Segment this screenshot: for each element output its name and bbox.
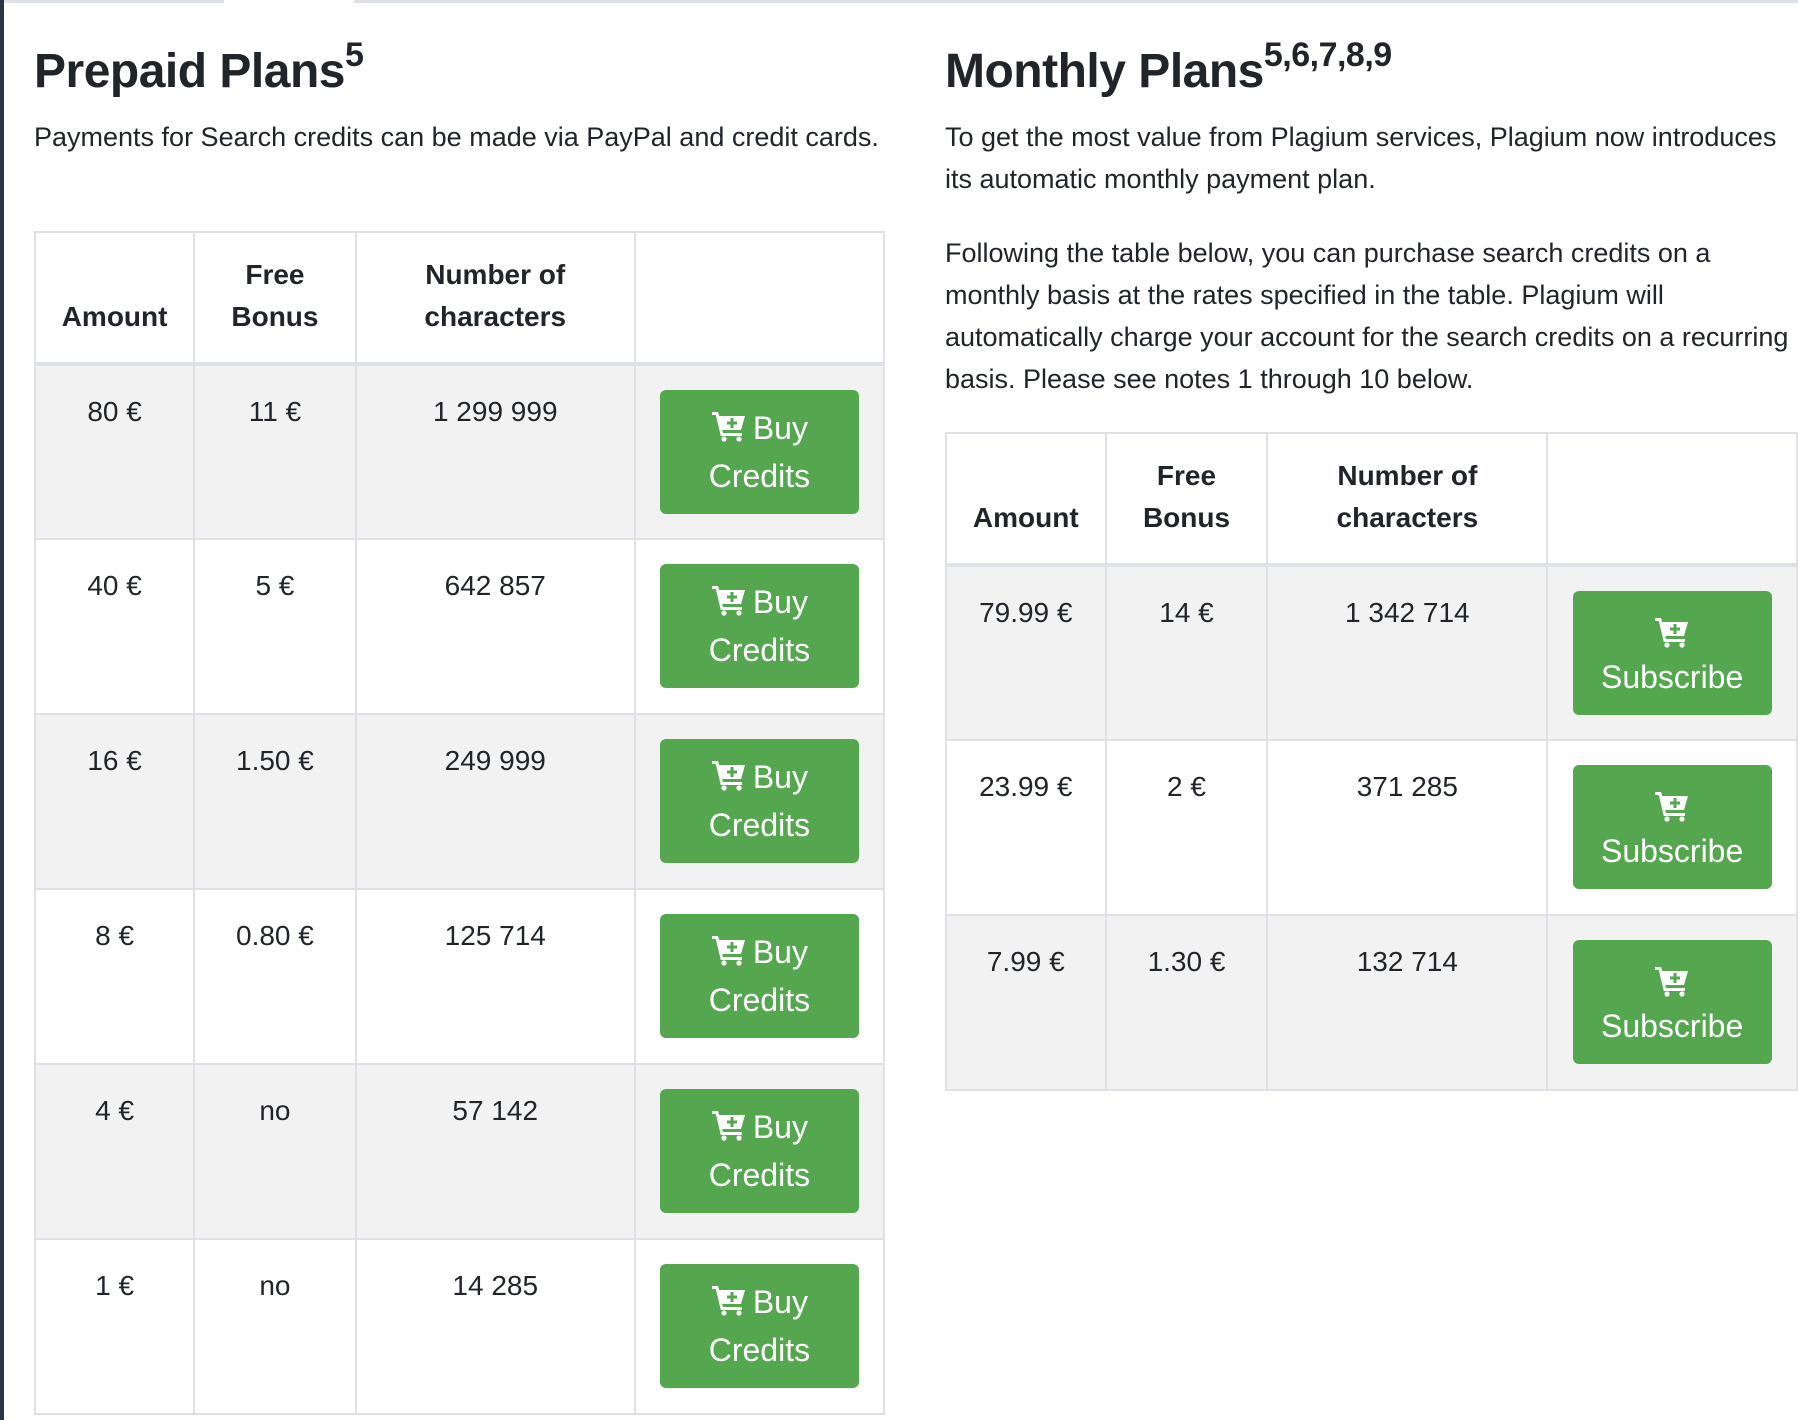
- icon-line: [1577, 954, 1768, 1002]
- table-row: [946, 915, 1797, 1090]
- header-number-of-label: Number of: [425, 259, 566, 290]
- credits-label: Credits: [708, 1157, 811, 1193]
- subscribe-label: Subscribe: [1600, 659, 1744, 695]
- table-row: [35, 364, 884, 539]
- action-cell: [635, 714, 884, 889]
- buy-credits-button[interactable]: [660, 1089, 859, 1213]
- header-number-of-characters: [356, 232, 635, 364]
- cart-plus-icon: [711, 759, 747, 791]
- action-cell: [1547, 915, 1797, 1090]
- subscribe-button[interactable]: [1573, 765, 1772, 889]
- table-row: [35, 1064, 884, 1239]
- prepaid-plans-title: [34, 38, 363, 106]
- bonus-cell: 11 €: [194, 364, 355, 539]
- buy-label: Buy: [752, 759, 808, 795]
- header-characters-label: characters: [424, 301, 567, 332]
- characters-cell: 132 714: [1267, 915, 1547, 1090]
- bonus-cell: 1.30 €: [1106, 915, 1268, 1090]
- cart-plus-icon: [711, 410, 747, 442]
- monthly-intro: To get the most value from Plagium services, Plagium now introduces its automatic monthly payment plan.: [945, 122, 1777, 194]
- bonus-cell: 5 €: [194, 539, 355, 714]
- monthly-plans-title: [945, 38, 1392, 106]
- bonus-cell: no: [194, 1064, 355, 1239]
- subscribe-button[interactable]: [1573, 591, 1772, 715]
- header-action: [1547, 433, 1797, 565]
- monthly-details: Following the table below, you can purchase search credits on a monthly basis at the rates specified in the table. Plagium will automatically charge your account for the search credits on a recurring basis. Please see notes 1 through 10 below.: [945, 238, 1789, 394]
- credits-label: Credits: [708, 632, 811, 668]
- characters-cell: 371 285: [1267, 740, 1547, 915]
- amount-cell: 23.99 €: [946, 740, 1106, 915]
- header-number-of-label: Number of: [1337, 460, 1478, 491]
- header-action: [635, 232, 884, 364]
- monthly-plans-table: [945, 432, 1798, 1091]
- monthly-title-footnotes: 5,6,7,8,9: [1263, 36, 1392, 74]
- icon-line: [1577, 779, 1768, 827]
- header-free-bonus: [194, 232, 355, 364]
- characters-cell: 1 299 999: [356, 364, 635, 539]
- buy-label: Buy: [752, 1284, 808, 1320]
- header-free-label: Free: [245, 259, 305, 290]
- credits-label: Credits: [708, 982, 811, 1018]
- subscribe-button[interactable]: [1573, 940, 1772, 1064]
- characters-cell: 642 857: [356, 539, 635, 714]
- amount-cell: 80 €: [35, 364, 194, 539]
- header-free-bonus: [1106, 433, 1268, 565]
- bonus-cell: 0.80 €: [194, 889, 355, 1064]
- amount-cell: 16 €: [35, 714, 194, 889]
- amount-cell: 8 €: [35, 889, 194, 1064]
- header-amount-label: Amount: [972, 502, 1079, 533]
- header-number-of-characters: [1267, 433, 1547, 565]
- amount-cell: 4 €: [35, 1064, 194, 1239]
- monthly-title-text: Monthly Plans: [945, 45, 1264, 98]
- header-bonus-label: Bonus: [231, 301, 319, 332]
- action-cell: [1547, 565, 1797, 740]
- subscribe-label: Subscribe: [1600, 833, 1744, 869]
- header-amount: [35, 232, 194, 364]
- buy-label: Buy: [752, 934, 808, 970]
- action-cell: [635, 539, 884, 714]
- prepaid-plans-table: [34, 231, 885, 1415]
- amount-cell: 79.99 €: [946, 565, 1106, 740]
- subscribe-label: Subscribe: [1600, 1008, 1744, 1044]
- prepaid-title-text: Prepaid Plans: [34, 45, 345, 98]
- table-row: [946, 740, 1797, 915]
- buy-credits-button[interactable]: [660, 739, 859, 863]
- bonus-cell: 14 €: [1106, 565, 1268, 740]
- action-cell: [635, 889, 884, 1064]
- bonus-cell: 1.50 €: [194, 714, 355, 889]
- table-row: [946, 565, 1797, 740]
- amount-cell: 1 €: [35, 1239, 194, 1414]
- header-amount: [946, 433, 1106, 565]
- header-amount-label: Amount: [61, 301, 168, 332]
- table-row: [35, 1239, 884, 1414]
- bonus-cell: no: [194, 1239, 355, 1414]
- table-row: [35, 889, 884, 1064]
- buy-credits-button[interactable]: [660, 390, 859, 514]
- prepaid-title-footnote: 5: [344, 36, 364, 74]
- window-edge: [0, 0, 4, 1420]
- buy-label: Buy: [752, 1109, 808, 1145]
- cart-plus-icon: [711, 934, 747, 966]
- credits-label: Credits: [708, 807, 811, 843]
- header-free-label: Free: [1156, 460, 1217, 491]
- credits-label: Credits: [708, 458, 811, 494]
- table-header-row: [946, 433, 1797, 565]
- header-characters-label: characters: [1336, 502, 1479, 533]
- buy-label: Buy: [752, 410, 808, 446]
- cart-plus-icon: [1654, 616, 1690, 648]
- cart-plus-icon: [1654, 790, 1690, 822]
- bonus-cell: 2 €: [1106, 740, 1268, 915]
- characters-cell: 249 999: [356, 714, 635, 889]
- buy-credits-button[interactable]: [660, 914, 859, 1038]
- tab-strip-edge: [4, 0, 1798, 3]
- table-header-row: [35, 232, 884, 364]
- characters-cell: 14 285: [356, 1239, 635, 1414]
- table-row: [35, 539, 884, 714]
- characters-cell: 57 142: [356, 1064, 635, 1239]
- amount-cell: 7.99 €: [946, 915, 1106, 1090]
- table-row: [35, 714, 884, 889]
- prepaid-intro: Payments for Search credits can be made via PayPal and credit cards.: [34, 122, 879, 152]
- characters-cell: 125 714: [356, 889, 635, 1064]
- buy-credits-button[interactable]: [660, 1264, 859, 1388]
- action-cell: [635, 1239, 884, 1414]
- action-cell: [635, 1064, 884, 1239]
- cart-plus-icon: [711, 584, 747, 616]
- action-cell: [635, 364, 884, 539]
- action-cell: [1547, 740, 1797, 915]
- characters-cell: 1 342 714: [1267, 565, 1547, 740]
- amount-cell: 40 €: [35, 539, 194, 714]
- icon-line: [1577, 605, 1768, 653]
- buy-label: Buy: [752, 584, 808, 620]
- cart-plus-icon: [711, 1109, 747, 1141]
- credits-label: Credits: [708, 1332, 811, 1368]
- active-tab-gap: [224, 0, 354, 3]
- cart-plus-icon: [711, 1284, 747, 1316]
- buy-credits-button[interactable]: [660, 564, 859, 688]
- header-bonus-label: Bonus: [1142, 502, 1231, 533]
- cart-plus-icon: [1654, 965, 1690, 997]
